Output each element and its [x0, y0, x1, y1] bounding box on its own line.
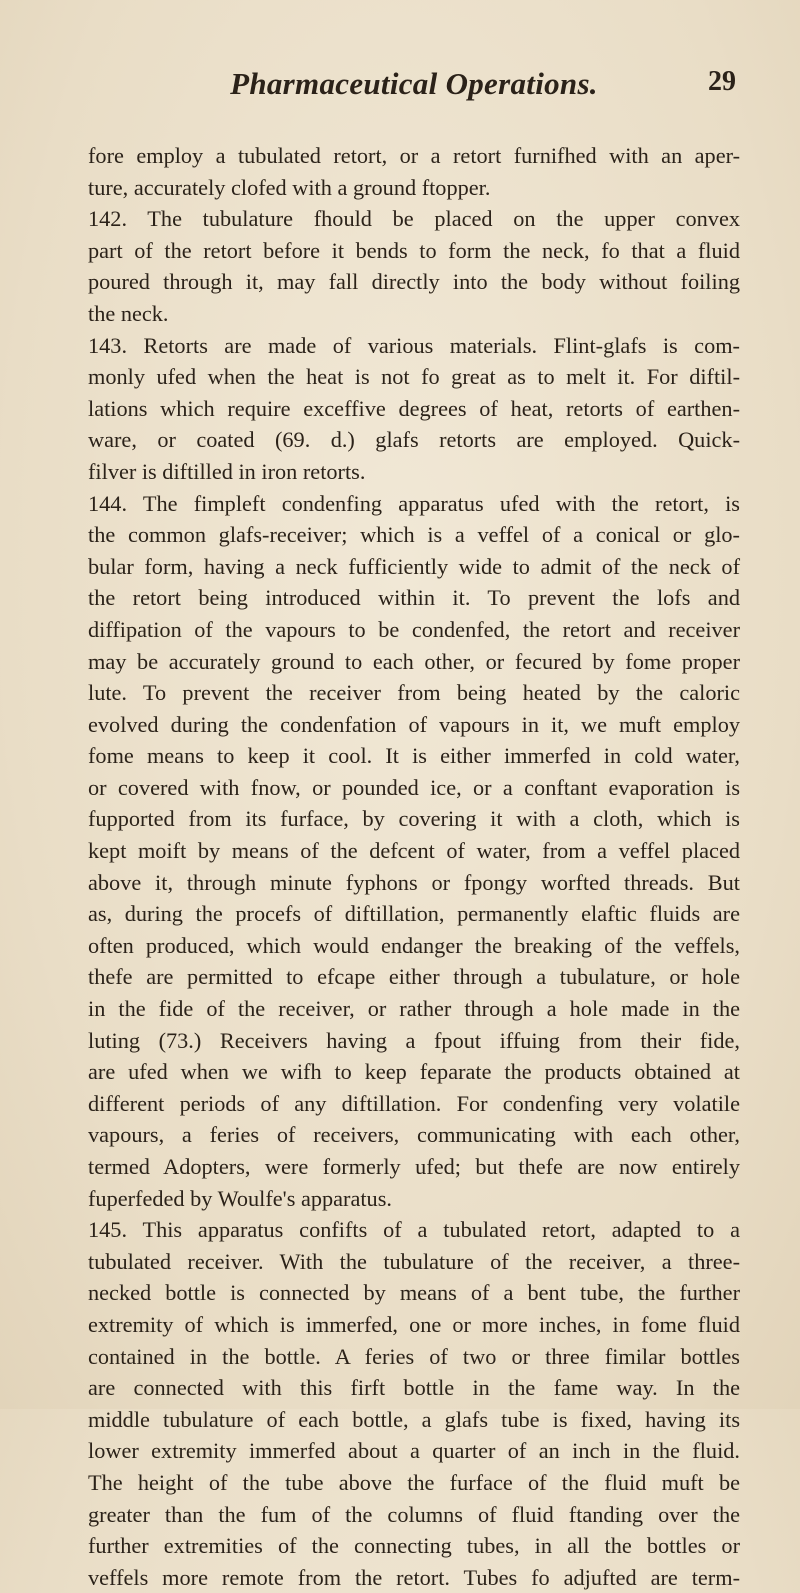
text-line: luting (73.) Receivers having a fpout iffuing from their fide, — [88, 1027, 740, 1053]
text-line: 142. The tubulature fhould be placed on the upper convex — [88, 206, 740, 232]
text-line: veffels more remote from the retort. Tubes fo adjufted are term- — [88, 1564, 740, 1590]
running-head — [88, 52, 740, 116]
text-line: in the fide of the receiver, or rather through a hole made in the — [88, 996, 740, 1022]
text-line: lute. To prevent the receiver from being heated by the caloric — [88, 680, 740, 706]
text-line: vapours, a feries of receivers, communicating with each other, — [88, 1122, 740, 1148]
text-line: diffipation of the vapours to be condenfed, the retort and receiver — [88, 616, 740, 642]
text-line: monly ufed when the heat is not fo great as to melt it. For diftil- — [88, 364, 740, 390]
text-line: contained in the bottle. A feries of two or three fimilar bottles — [88, 1343, 740, 1369]
text-line: poured through it, may fall directly into the body without foiling — [88, 269, 740, 295]
body-text — [88, 140, 740, 1593]
text-line: tubulated receiver. With the tubulature of the receiver, a three- — [88, 1248, 740, 1274]
text-line: evolved during the condenfation of vapours in it, we muft employ — [88, 711, 740, 737]
text-line: greater than the fum of the columns of fluid ftanding over the — [88, 1501, 740, 1527]
text-line: further extremities of the connecting tubes, in all the bottles or — [88, 1533, 740, 1559]
text-line: or covered with fnow, or pounded ice, or a conftant evaporation is — [88, 774, 740, 800]
text-line: bular form, having a neck fufficiently wide to admit of the neck of — [88, 553, 740, 579]
text-line: fuperfeded by Woulfe's apparatus. — [88, 1185, 392, 1211]
text-line: often produced, which would endanger the breaking of the veffels, — [88, 932, 740, 958]
text-line: ware, or coated (69. d.) glafs retorts are employed. Quick- — [88, 427, 740, 453]
text-line: are connected with this firft bottle in the fame way. In the — [88, 1375, 740, 1401]
page-number: 29 — [708, 66, 736, 97]
text-line: the common glafs-receiver; which is a veffel of a conical or glo- — [88, 522, 740, 548]
text-line: ture, accurately clofed with a ground ftopper. — [88, 174, 491, 200]
text-line: kept moift by means of the defcent of water, from a veffel placed — [88, 838, 740, 864]
text-line: may be accurately ground to each other, or fecured by fome proper — [88, 648, 740, 674]
text-line: lower extremity immerfed about a quarter of an inch in the fluid. — [88, 1438, 740, 1464]
text-line: above it, through minute fyphons or fpongy worfted threads. But — [88, 869, 740, 895]
text-line: The height of the tube above the furface of the fluid muft be — [88, 1469, 740, 1495]
text-line: 144. The fimpleft condenfing apparatus ufed with the retort, is — [88, 490, 740, 516]
text-line: 145. This apparatus confifts of a tubulated retort, adapted to a — [88, 1217, 740, 1243]
text-line: fore employ a tubulated retort, or a retort furnifhed with an aper- — [88, 143, 740, 168]
text-line: as, during the procefs of diftillation, permanently elaftic fluids are — [88, 901, 740, 927]
text-line: different periods of any diftillation. For condenfing very volatile — [88, 1090, 740, 1116]
text-line: extremity of which is immerfed, one or more inches, in fome fluid — [88, 1311, 740, 1337]
text-line: 143. Retorts are made of various materials. Flint-glafs is com- — [88, 332, 740, 358]
text-line: filver is diftilled in iron retorts. — [88, 458, 366, 484]
text-line: middle tubulature of each bottle, a glafs tube is fixed, having its — [88, 1406, 740, 1432]
text-line: lations which require exceffive degrees of heat, retorts of earthen- — [88, 395, 740, 421]
text-line: necked bottle is connected by means of a bent tube, the further — [88, 1280, 740, 1306]
text-line: fome means to keep it cool. It is either immerfed in cold water, — [88, 743, 740, 769]
text-line: are ufed when we wifh to keep feparate the products obtained at — [88, 1059, 740, 1085]
running-title: Pharmaceutical Operations. — [230, 66, 598, 101]
text-line: fupported from its furface, by covering it with a cloth, which is — [88, 806, 740, 832]
text-line: termed Adopters, were formerly ufed; but thefe are now entirely — [88, 1154, 740, 1179]
text-line: the neck. — [88, 300, 169, 326]
text-line: thefe are permitted to efcape either through a tubulature, or hole — [88, 964, 740, 990]
text-line: the retort being introduced within it. To prevent the lofs and — [88, 585, 740, 611]
text-line: part of the retort before it bends to form the neck, fo that a fluid — [88, 237, 740, 263]
